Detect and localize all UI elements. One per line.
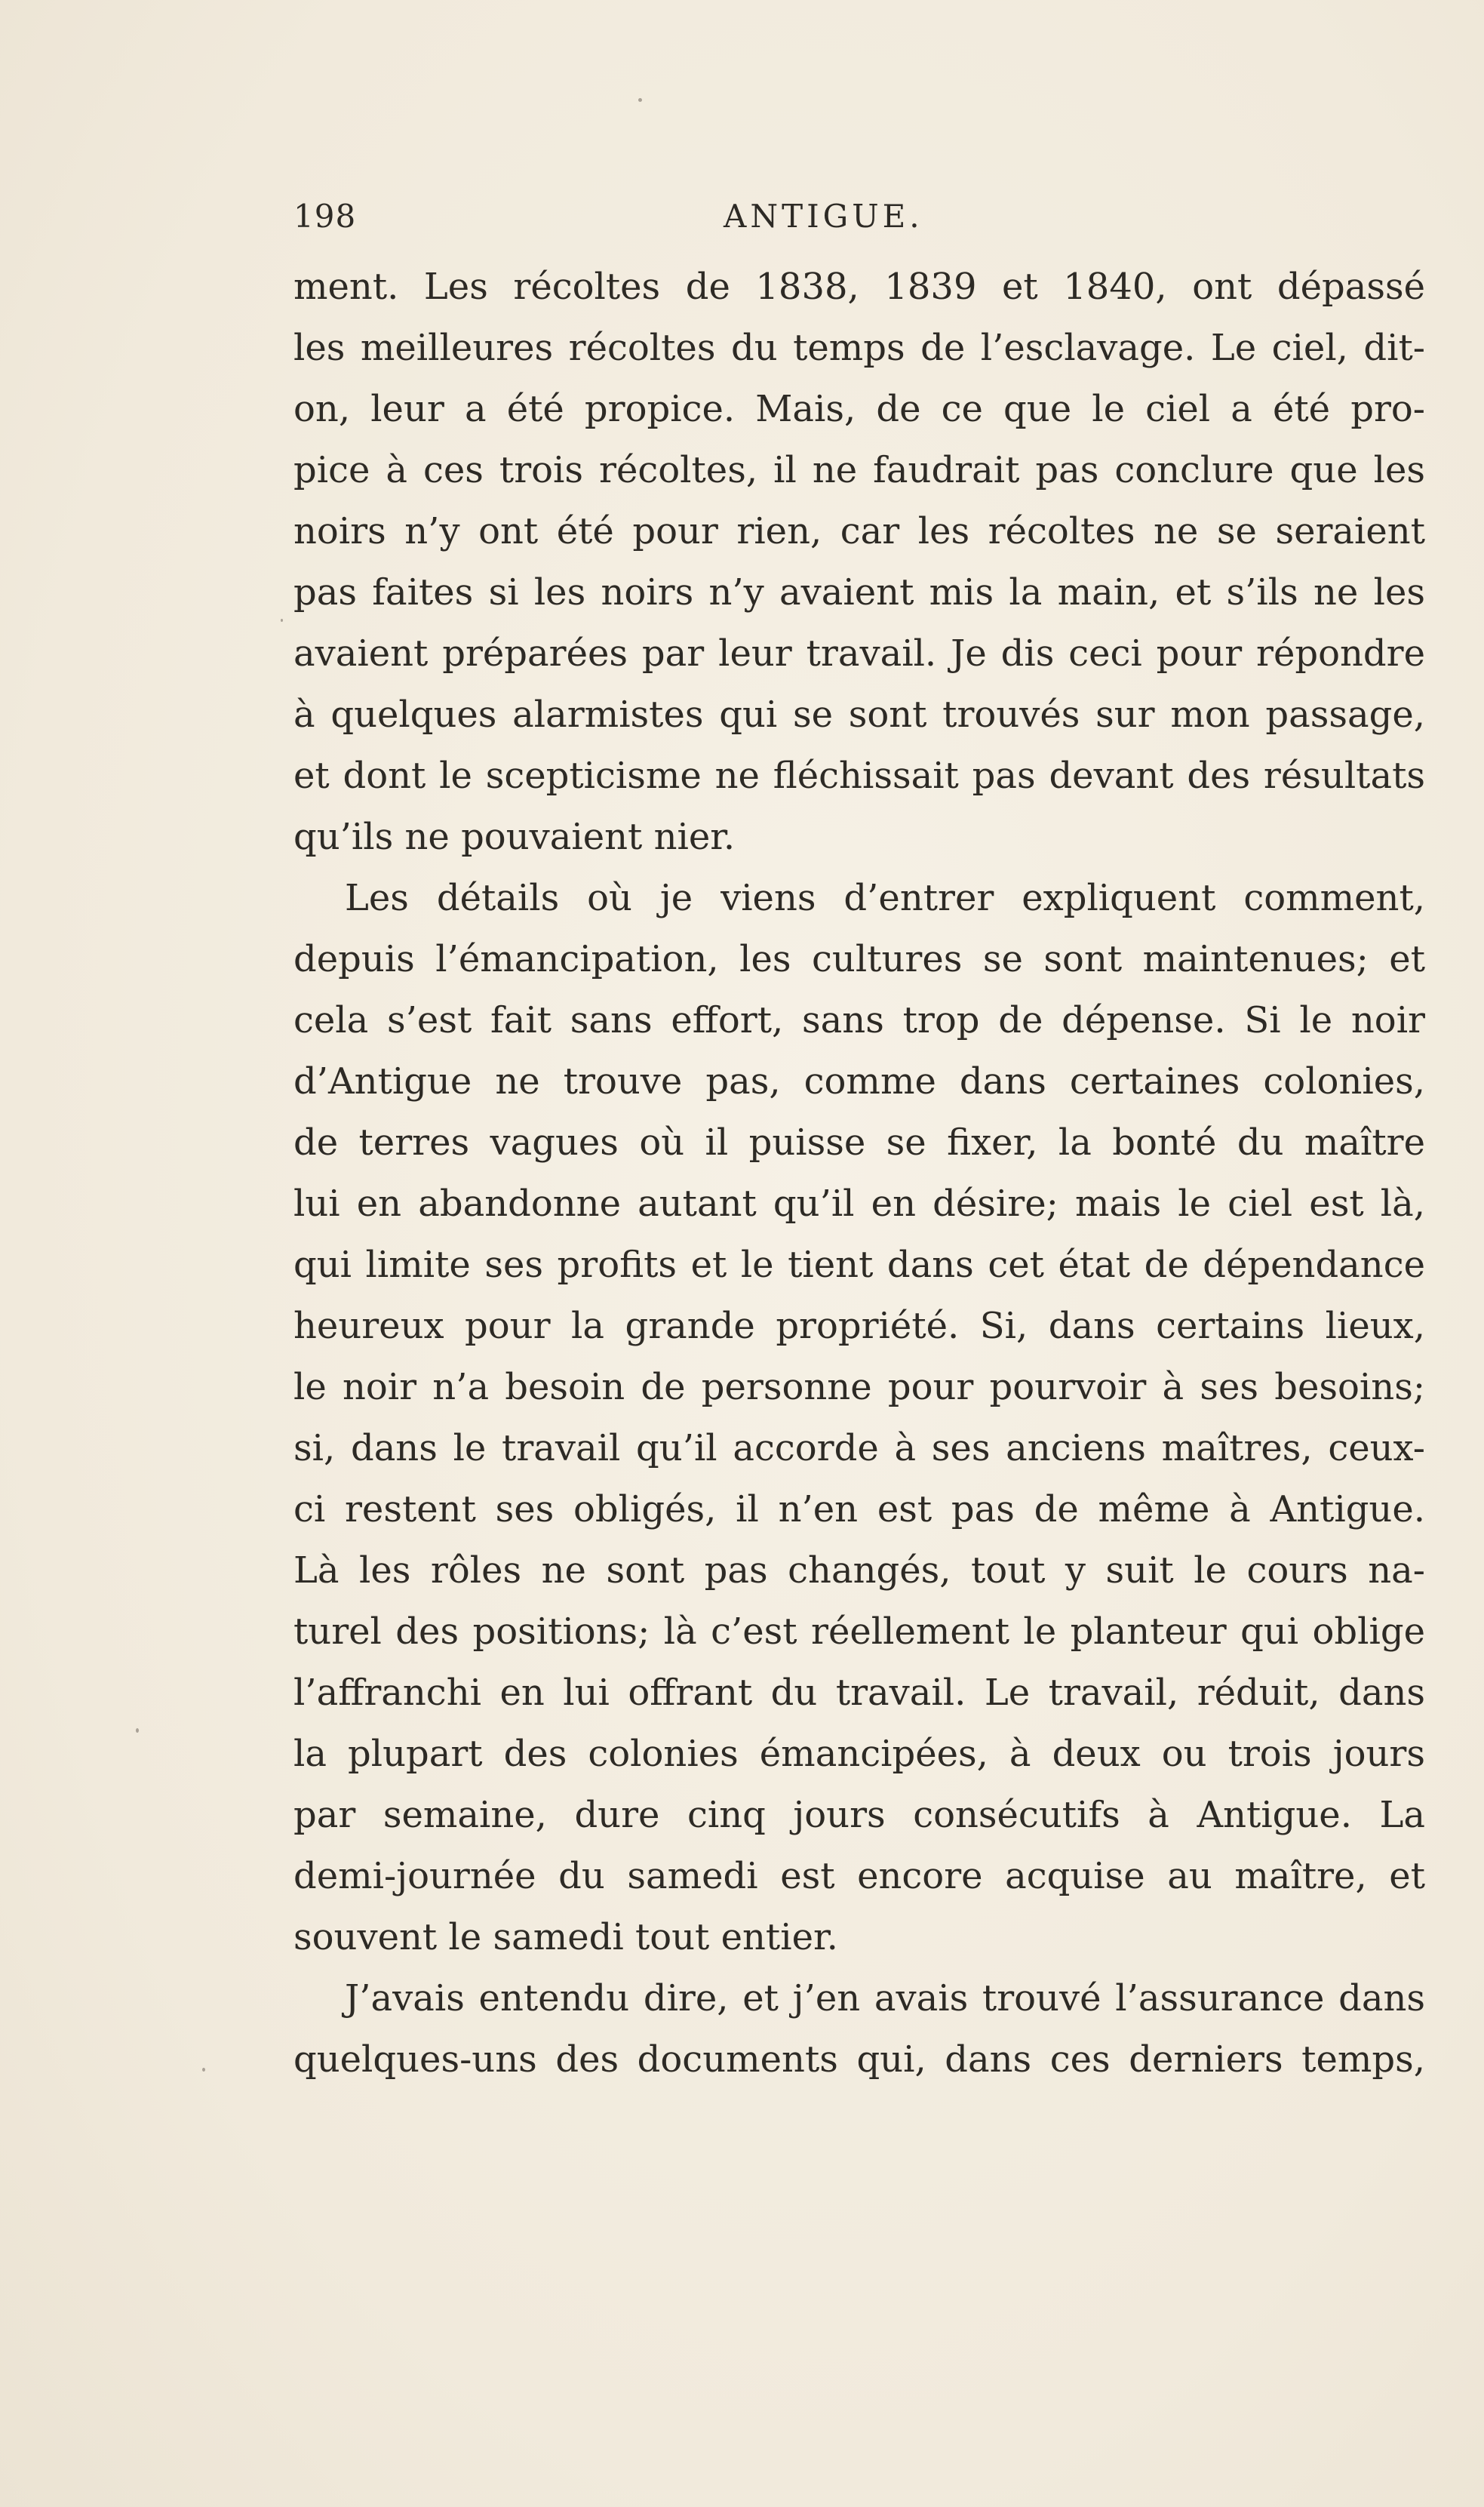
paragraph (293, 1968, 1425, 2090)
text-line: demi-journée du samedi est encore acquise au maître, et (293, 1855, 1425, 1897)
paragraph (293, 257, 1425, 868)
text-line: les meilleures récoltes du temps de l’esclavage. Le ciel, dit- (293, 327, 1425, 369)
running-head: ANTIGUE. (724, 198, 923, 235)
text-line: Les détails où je viens d’entrer expliquent comment, (345, 877, 1425, 919)
body-text (293, 257, 1425, 2090)
text-line: noirs n’y ont été pour rien, car les récoltes ne se seraient (293, 510, 1425, 552)
page-number: 198 (293, 198, 357, 235)
text-line: avaient préparées par leur travail. Je dis ceci pour répondre (293, 632, 1425, 675)
text-line: qui limite ses profits et le tient dans cet état de dépendance (293, 1244, 1425, 1286)
text-line: J’avais entendu dire, et j’en avais trouvé l’assurance dans (345, 1977, 1425, 2019)
text-line: et dont le scepticisme ne fléchissait pas devant des résultats (293, 755, 1425, 797)
text-line: quelques-uns des documents qui, dans ces derniers temps, (293, 2038, 1425, 2081)
text-line: heureux pour la grande propriété. Si, dans certains lieux, (293, 1305, 1425, 1347)
text-line: lui en abandonne autant qu’il en désire; mais le ciel est là, (293, 1183, 1425, 1225)
text-line: on, leur a été propice. Mais, de ce que le ciel a été pro- (293, 388, 1425, 430)
text-line: la plupart des colonies émancipées, à deux ou trois jours (293, 1733, 1425, 1775)
text-line: ment. Les récoltes de 1838, 1839 et 1840, ont dépassé (293, 266, 1425, 308)
text-line: par semaine, dure cinq jours consécutifs à Antigue. La (293, 1794, 1425, 1836)
text-line: souvent le samedi tout entier. (293, 1916, 838, 1958)
text-line: pice à ces trois récoltes, il ne faudrait pas conclure que les (293, 449, 1425, 491)
page-header (293, 198, 1425, 243)
text-line: qu’ils ne pouvaient nier. (293, 816, 736, 858)
text-line: d’Antigue ne trouve pas, comme dans certaines colonies, (293, 1060, 1425, 1103)
text-line: si, dans le travail qu’il accorde à ses anciens maîtres, ceux- (293, 1427, 1425, 1469)
paper-speck (281, 619, 283, 622)
text-line: cela s’est fait sans effort, sans trop de dépense. Si le noir (293, 999, 1425, 1041)
paper-speck (202, 2068, 205, 2072)
text-line: de terres vagues où il puisse se fixer, la bonté du maître (293, 1121, 1425, 1164)
paragraph (293, 868, 1425, 1968)
text-line: l’affranchi en lui offrant du travail. Le travail, réduit, dans (293, 1672, 1425, 1714)
text-line: à quelques alarmistes qui se sont trouvés sur mon passage, (293, 694, 1425, 736)
text-line: le noir n’a besoin de personne pour pourvoir à ses besoins; (293, 1366, 1425, 1408)
text-line: Là les rôles ne sont pas changés, tout y suit le cours na- (293, 1549, 1425, 1592)
text-line: ci restent ses obligés, il n’en est pas de même à Antigue. (293, 1488, 1425, 1530)
text-line: pas faites si les noirs n’y avaient mis la main, et s’ils ne les (293, 571, 1425, 614)
text-line: depuis l’émancipation, les cultures se sont maintenues; et (293, 938, 1425, 980)
paper-speck (638, 98, 642, 102)
text-line: turel des positions; là c’est réellement le planteur qui oblige (293, 1610, 1425, 1653)
paper-speck (136, 1728, 139, 1733)
